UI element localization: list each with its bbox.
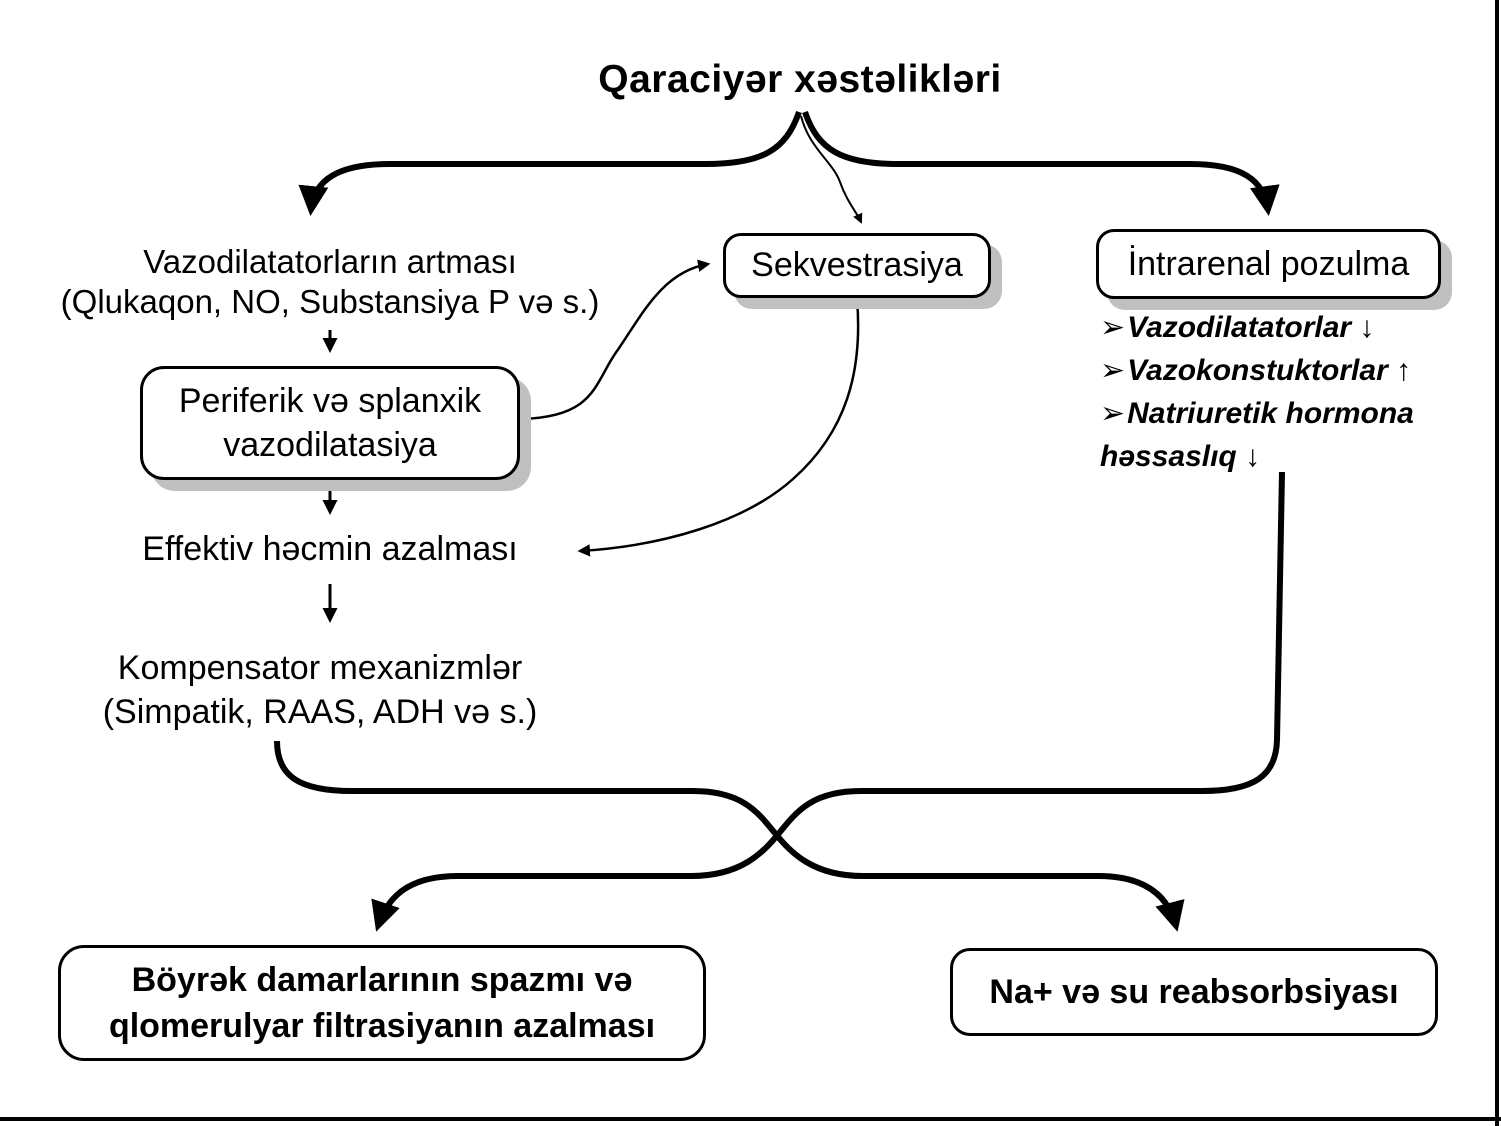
list-item bbox=[1100, 306, 1472, 349]
list-item-text: Vazodilatatorlar ↓ bbox=[1127, 311, 1375, 344]
node-vazodilatator-line2: (Qlukaqon, NO, Substansiya P və s.) bbox=[60, 283, 600, 320]
intrarenal-bullet-list bbox=[1100, 306, 1472, 478]
node-nasu-label: Na+ və su reabsorbsiyası bbox=[989, 972, 1399, 1011]
node-nasu-box bbox=[950, 948, 1438, 1036]
node-boyrek-box bbox=[58, 945, 706, 1061]
node-effektiv: Effektiv həcmin azalması bbox=[142, 530, 518, 568]
arrow-title-to-vazodilatator bbox=[311, 112, 799, 210]
node-periferik-line1: Periferik və splanxik bbox=[178, 382, 482, 420]
node-intrarenal-label: İntrarenal pozulma bbox=[1127, 244, 1410, 283]
triangle-bullet-icon: ➢ bbox=[1100, 354, 1126, 387]
arrow-title-to-intrarenal bbox=[805, 112, 1268, 210]
arrow-kompensator-to-nasu bbox=[277, 741, 1176, 926]
node-boyrek-line1: Böyrək damarlarının spazmı və bbox=[131, 961, 633, 999]
node-kompensator bbox=[25, 646, 615, 734]
page-title: Qaraciyər xəstəlikləri bbox=[598, 58, 1002, 101]
list-item-text: Natriuretik hormona həssaslıq ↓ bbox=[1100, 397, 1414, 473]
triangle-bullet-icon: ➢ bbox=[1100, 397, 1126, 430]
node-boyrek-line2: qlomerulyar filtrasiyanın azalması bbox=[108, 1007, 656, 1045]
node-kompensator-line2: (Simpatik, RAAS, ADH və s.) bbox=[102, 693, 538, 731]
node-intrarenal-box bbox=[1096, 229, 1441, 299]
slide-border-bottom bbox=[0, 1117, 1501, 1121]
triangle-bullet-icon: ➢ bbox=[1100, 311, 1126, 344]
list-item-text: Vazokonstuktorlar ↑ bbox=[1127, 354, 1412, 387]
node-kompensator-line1: Kompensator mexanizmlər bbox=[117, 649, 523, 687]
node-sekvestrasiya-box bbox=[723, 233, 991, 298]
list-item bbox=[1100, 392, 1472, 478]
list-item bbox=[1100, 349, 1472, 392]
node-vazodilatator-line1: Vazodilatatorların artması bbox=[143, 243, 517, 280]
slide-border-right bbox=[1495, 0, 1499, 1126]
arrow-sekvestrasiya-to-effektiv bbox=[580, 299, 858, 551]
node-sekvestrasiya-label: Sekvestrasiya bbox=[751, 246, 963, 284]
arrow-title-to-sekvestrasiya bbox=[801, 116, 861, 222]
node-vazodilatator bbox=[30, 242, 630, 322]
node-periferik-box bbox=[140, 366, 520, 480]
node-periferik-line2: vazodilatasiya bbox=[223, 426, 437, 464]
